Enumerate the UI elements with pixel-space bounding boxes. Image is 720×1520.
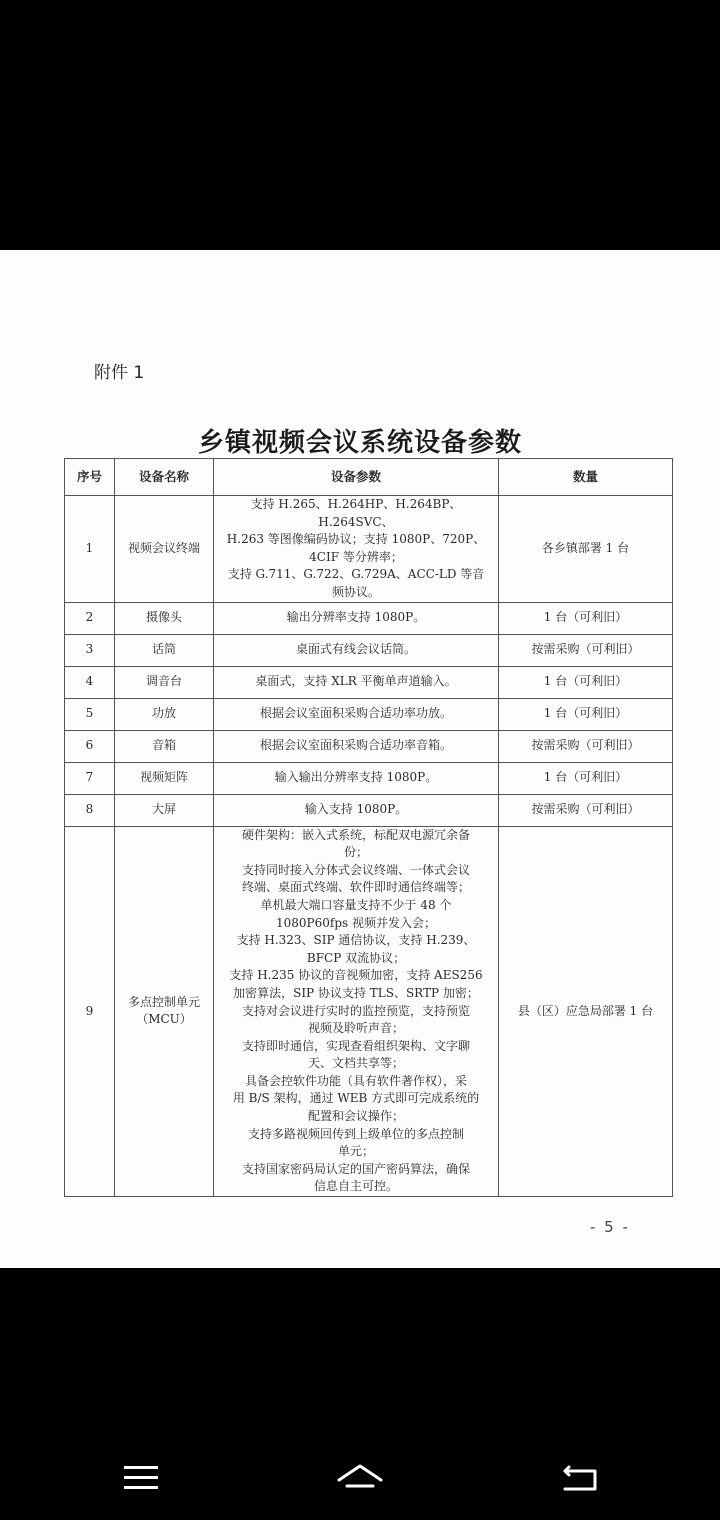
- cell-no: 9: [65, 826, 115, 1196]
- cell-params: 桌面式有线会议话筒。: [214, 634, 499, 666]
- cell-params: 输入支持 1080P。: [214, 794, 499, 826]
- cell-qty: 按需采购（可利旧）: [499, 634, 673, 666]
- table-header-row: [65, 459, 673, 496]
- cell-qty: 按需采购（可利旧）: [499, 730, 673, 762]
- param-line: 信息自主可控。: [313, 1179, 398, 1194]
- param-line: 单元；: [337, 1144, 374, 1159]
- cell-no: 4: [65, 666, 115, 698]
- cell-params: 输入输出分辨率支持 1080P。: [214, 762, 499, 794]
- table-row: [65, 698, 673, 730]
- param-line: 份；: [343, 845, 368, 860]
- param-line: 用 B/S 架构，通过 WEB 方式即可完成系统的: [232, 1091, 480, 1106]
- menu-icon: [116, 1458, 166, 1498]
- cell-qty: 1 台（可利旧）: [499, 602, 673, 634]
- cell-qty: 县（区）应急局部署 1 台: [499, 826, 673, 1196]
- cell-no: 2: [65, 602, 115, 634]
- navigation-bar: [0, 1420, 720, 1520]
- table-row: [65, 634, 673, 666]
- param-line: 支持 G.711、G.722、G.729A、ACC-LD 等音: [227, 567, 485, 582]
- table-row: [65, 762, 673, 794]
- param-line: 单机最大端口容量支持不少于 48 个: [260, 897, 452, 912]
- header-no: 序号: [65, 459, 115, 496]
- home-button[interactable]: [335, 1458, 385, 1498]
- cell-qty: 1 台（可利旧）: [499, 666, 673, 698]
- cell-name: 音箱: [115, 730, 214, 762]
- header-qty: 数量: [499, 459, 673, 496]
- cell-params: 桌面式，支持 XLR 平衡单声道输入。: [214, 666, 499, 698]
- back-button[interactable]: [555, 1458, 605, 1498]
- cell-params: 根据会议室面积采购合适功率功放。: [214, 698, 499, 730]
- param-line: 支持即时通信，实现查看组织架构、文字聊: [241, 1038, 470, 1053]
- cell-params: [214, 496, 499, 603]
- param-line: 天、文档共享等；: [307, 1056, 404, 1071]
- table-row: [65, 496, 673, 603]
- param-line: H.263 等图像编码协议；支持 1080P、720P、: [226, 532, 486, 547]
- cell-no: 3: [65, 634, 115, 666]
- param-line: 4CIF 等分辨率；: [309, 549, 403, 564]
- param-line: 具备会控软件功能（具有软件著作权），采: [244, 1073, 467, 1088]
- document-title: 乡镇视频会议系统设备参数: [197, 428, 522, 458]
- table-row: [65, 826, 673, 1196]
- cell-name: 大屏: [115, 794, 214, 826]
- cell-no: 5: [65, 698, 115, 730]
- param-line: BFCP 双流协议；: [306, 950, 406, 965]
- param-line: 1080P60fps 视频并发入会；: [276, 915, 436, 930]
- param-line: 支持 H.265、H.264HP、H.264BP、H.264SVC、: [250, 497, 462, 529]
- cell-name: 话筒: [115, 634, 214, 666]
- param-line: 支持国家密码局认定的国产密码算法，确保: [241, 1161, 470, 1176]
- param-line: 硬件架构：嵌入式系统，标配双电源冗余备: [241, 827, 470, 842]
- cell-qty: 各乡镇部署 1 台: [499, 496, 673, 603]
- document-page: [0, 250, 720, 1268]
- cell-params: [214, 826, 499, 1196]
- param-line: 终端、桌面式终端、软件即时通信终端等；: [241, 880, 470, 895]
- home-icon: [335, 1458, 385, 1498]
- cell-qty: 1 台（可利旧）: [499, 698, 673, 730]
- param-line: 频协议。: [331, 584, 380, 599]
- param-line: 支持对会议进行实时的监控预览，支持预览: [241, 1003, 470, 1018]
- cell-params: 根据会议室面积采购合适功率音箱。: [214, 730, 499, 762]
- param-line: 支持多路视频回传到上级单位的多点控制: [247, 1126, 464, 1141]
- param-line: 支持同时接入分体式会议终端、一体式会议: [241, 862, 470, 877]
- header-name: 设备名称: [115, 459, 214, 496]
- attachment-label: 附件 1: [94, 363, 145, 383]
- cell-name: 摄像头: [115, 602, 214, 634]
- cell-no: 1: [65, 496, 115, 603]
- table-row: [65, 602, 673, 634]
- table-row: [65, 666, 673, 698]
- cell-name: 视频矩阵: [115, 762, 214, 794]
- cell-name: 功放: [115, 698, 214, 730]
- page-number: - 5 -: [590, 1218, 630, 1236]
- cell-name: 视频会议终端: [115, 496, 214, 603]
- cell-params: 输出分辨率支持 1080P。: [214, 602, 499, 634]
- param-line: 视频及聆听声音；: [307, 1021, 404, 1036]
- cell-name: 调音台: [115, 666, 214, 698]
- equipment-spec-table: [64, 458, 673, 1197]
- cell-no: 6: [65, 730, 115, 762]
- table-row: [65, 794, 673, 826]
- param-line: 支持 H.235 协议的音视频加密，支持 AES256: [229, 968, 483, 983]
- cell-qty: 按需采购（可利旧）: [499, 794, 673, 826]
- cell-no: 7: [65, 762, 115, 794]
- cell-no: 8: [65, 794, 115, 826]
- back-icon: [555, 1458, 605, 1498]
- cell-qty: 1 台（可利旧）: [499, 762, 673, 794]
- header-params: 设备参数: [214, 459, 499, 496]
- table-row: [65, 730, 673, 762]
- menu-button[interactable]: [116, 1458, 166, 1498]
- param-line: 配置和会议操作；: [307, 1109, 404, 1124]
- param-line: 加密算法，SIP 协议支持 TLS、SRTP 加密；: [233, 985, 479, 1000]
- param-line: 支持 H.323、SIP 通信协议，支持 H.239、: [236, 933, 476, 948]
- cell-name: 多点控制单元（MCU）: [115, 826, 214, 1196]
